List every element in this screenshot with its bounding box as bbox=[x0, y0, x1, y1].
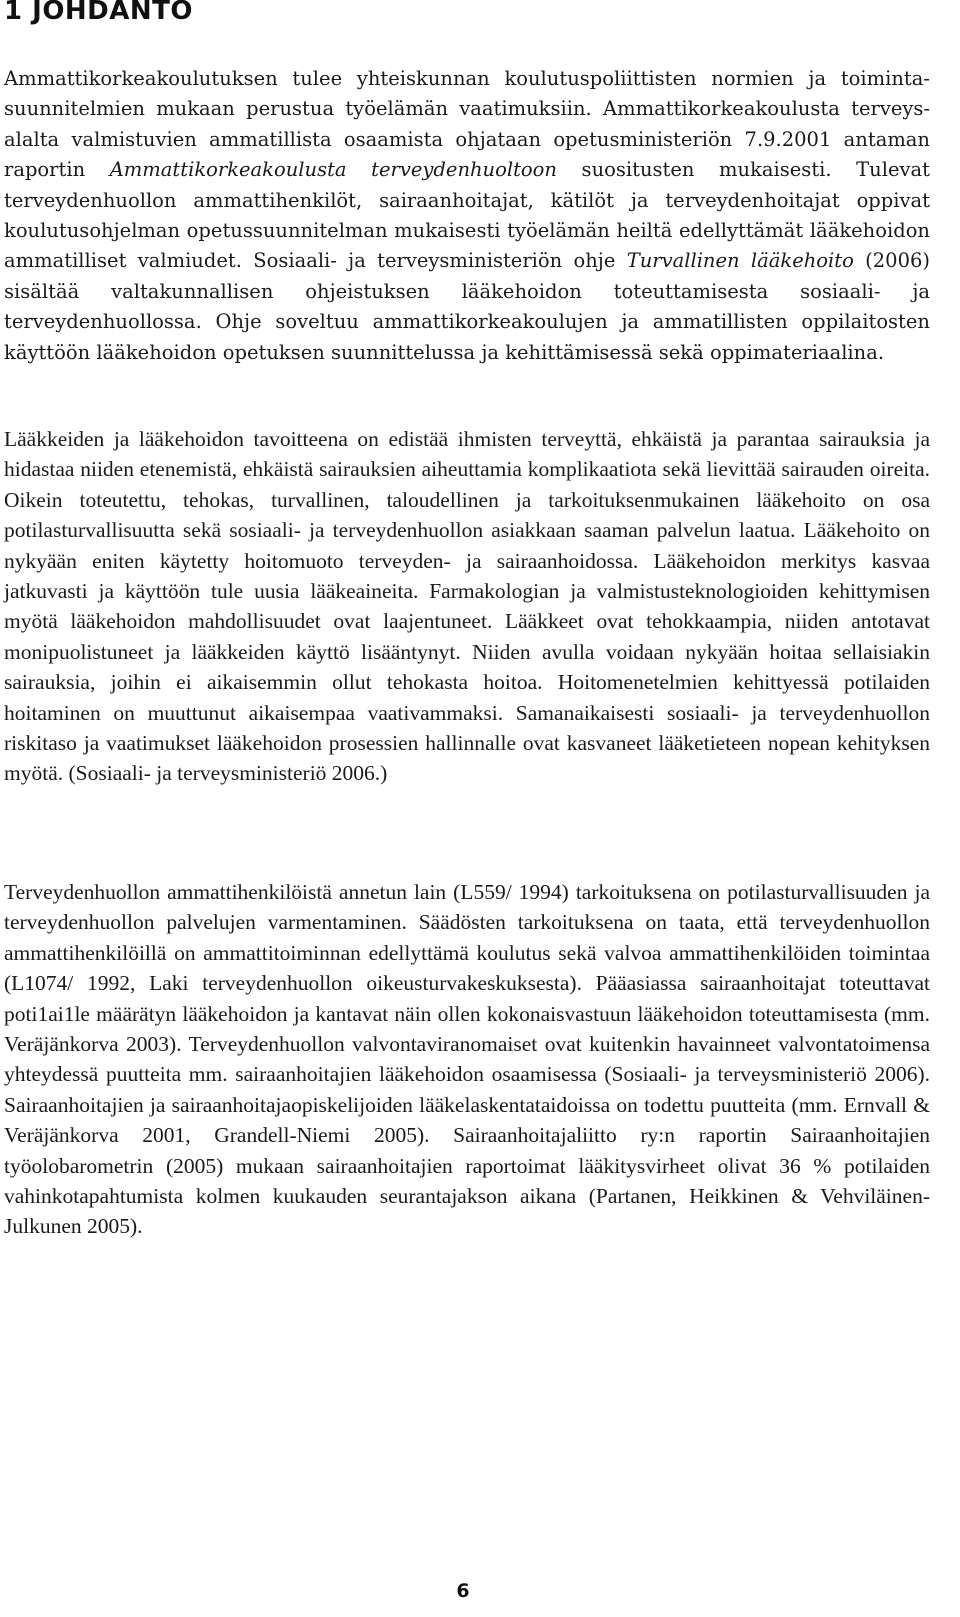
report-title-italic: Ammattikorkeakoulusta terveydenhuoltoon bbox=[109, 158, 557, 182]
guide-title-italic: Turvallinen lääkehoito bbox=[626, 249, 854, 273]
paragraph-1-text-a: Ammattikorkeakoulutuksen tulee yhteiskunnan koulutuspoliittisten normien ja toimintasuunnitelmien mukaan perustua työelämän vaatimuksiin. Ammattikorkeakoulusta terveysalalta valmistuvien ammatillista osaamista ohjataan opetusministeriön 7.9.2001 antaman raportin bbox=[4, 67, 930, 182]
paragraph-3: Terveydenhuollon ammattihenkilöistä annetun lain (L559/ 1994) tarkoituksena on potilasturvallisuuden ja terveydenhuollon palvelujen varmentaminen. Säädösten tarkoituksena on taata, että terveydenhuollon ammattihenkilöillä on ammattitoiminnan edellyttämä koulutus sekä valvoa ammattihenkilöiden toimintaa (L1074/ 1992, Laki terveydenhuollon oikeusturvakeskuksesta). Pääasiassa sairaanhoitajat toteuttavat poti1ai1le määrätyn lääkehoidon ja kantavat näin ollen kokonaisvastuun lääkehoidon toteuttamisesta (mm. Veräjänkorva 2003). Terveydenhuollon valvontaviranomaiset ovat kuitenkin havainneet valvontatoimensa yhteydessä puutteita mm. sairaanhoitajien lääkehoidon osaamisessa (Sosiaali- ja terveysministeriö 2006). Sairaanhoitajien ja sairaanhoitajaopiskelijoiden lääkelaskentataidoissa on todettu puutteita (mm. Ernvall & Veräjänkorva 2001, Grandell-Niemi 2005). Sairaanhoitajaliitto ry:n raportin Sairaanhoitajien työolobarometrin (2005) mukaan sairaanhoitajien raportoimat lääkitysvirheet olivat 36 % potilaiden vahinkotapahtumista kolmen kuukauden seurantajakson aikana (Partanen, Heikkinen & Vehviläinen-Julkunen 2005). bbox=[4, 880, 930, 1239]
paragraph-1 bbox=[4, 64, 930, 368]
paragraph-2: Lääkkeiden ja lääkehoidon tavoitteena on edistää ihmisten terveyttä, ehkäistä ja parantaa sairauksia ja hidastaa niiden etenemistä, ehkäistä sairauksien aiheuttamia komplikaatiota sekä lievittää sairauden oireita. Oikein toteutettu, tehokas, turvallinen, taloudellinen ja tarkoituksenmukainen lääkehoito on osa potilasturvallisuutta sekä sosiaali- ja terveydenhuollon asiakkaan saaman palvelun laatua. Lääkehoito on nykyään eniten käytetty hoitomuoto terveyden- ja sairaanhoidossa. Lääkehoidon merkitys kasvaa jatkuvasti ja käyttöön tule uusia lääkeaineita. Farmakologian ja valmistusteknologioiden kehittymisen myötä lääkehoidon mahdollisuudet ovat laajentuneet. Lääkkeet ovat tehokkaampia, niiden antotavat monipuolistuneet ja lääkkeiden käyttö lisääntynyt. Niiden avulla voidaan nykyään hoitaa sellaisiakin sairauksia, joihin ei aikaisemmin ollut tehokasta hoitoa. Hoitomenetelmien kehittyessä potilaiden hoitaminen on muuttunut aikaisempaa vaativammaksi. Samanaikaisesti sosiaali- ja terveydenhuollon riskitaso ja vaatimukset lääkehoidon prosessien hallinnalle ovat kasvaneet lääketieteen nopean kehityksen myötä. (Sosiaali- ja terveysministeriö 2006.) bbox=[4, 427, 930, 786]
page-number: 6 bbox=[456, 1580, 470, 1602]
paragraph-1-text-c: (2006) sisältää valtakunnallisen ohjeistuksen lääkehoidon toteuttamisesta sosiaali- ja terveydenhuollossa. Ohje soveltuu ammattikorkeakoulujen ja ammatillisten oppilaitosten käyttöön lääkehoidon opetuksen suunnittelussa ja kehittämisessä sekä oppimateriaalina. bbox=[4, 249, 930, 364]
chapter-heading: 1 JOHDANTO bbox=[4, 0, 193, 26]
paragraph-1-text-b: suositusten mukaisesti. Tulevat terveydenhuollon ammattihenkilöt, sairaanhoitajat, kätilöt ja terveydenhoitajat oppivat koulutusohjelman opetussuunnitelman mukaisesti työelämän heiltä edellyttämät lääkehoidon ammatilliset valmiudet. Sosiaali- ja terveysministeriön ohje bbox=[4, 158, 930, 273]
